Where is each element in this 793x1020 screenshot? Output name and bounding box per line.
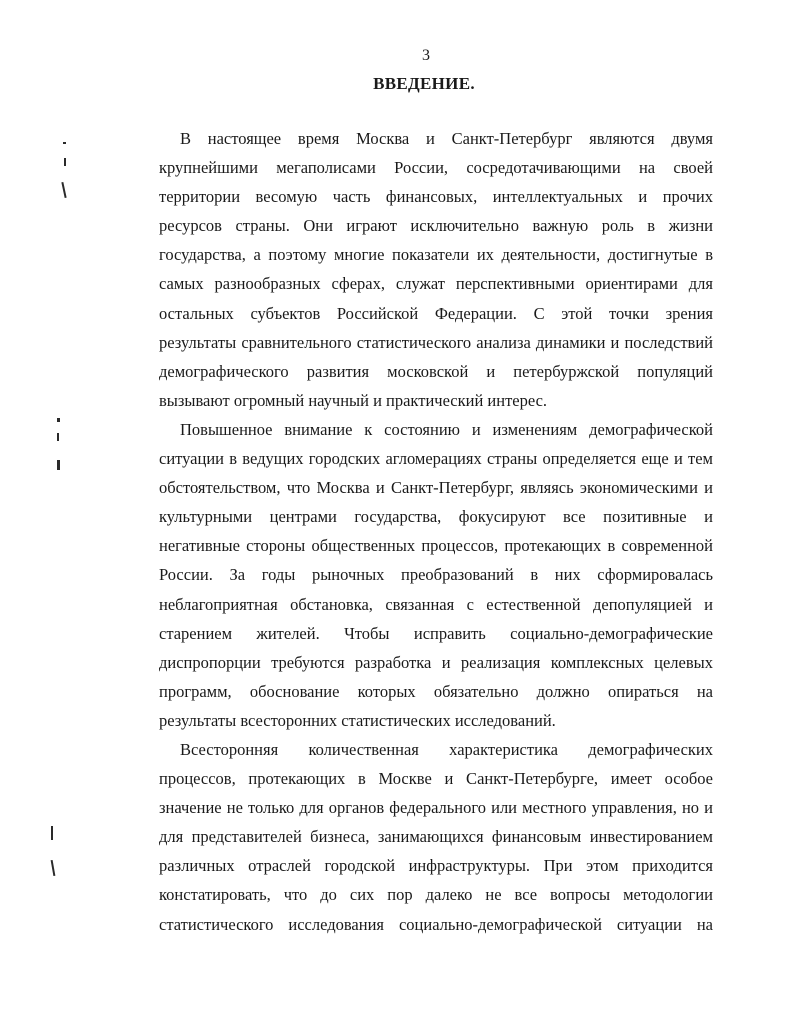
text-line: диспропорции требуются разработка и реализация комплексных целевых	[159, 652, 713, 672]
text-line: различных отраслей городской инфраструктуры. При этом приходится	[159, 856, 713, 876]
text-line: Повышенное внимание к состоянию и изменениям демографической	[180, 419, 713, 439]
text-line: программ, обоснование которых обязательно должно опираться на	[159, 681, 713, 701]
text-line: остальных субъектов Российской Федерации. С этой точки зрения	[159, 303, 713, 323]
text-line: обстоятельством, что Москва и Санкт-Петербург, являясь экономическими и	[159, 478, 713, 498]
text-line: результаты сравнительного статистического анализа динамики и последствий	[159, 332, 713, 352]
page-number: 3	[422, 47, 430, 64]
text-line: вызывают огромный научный и практический интерес.	[159, 390, 548, 410]
page-title: ВВЕДЕНИЕ.	[373, 74, 475, 93]
text-line: Всесторонняя количественная характеристика демографических	[180, 739, 713, 759]
text-line: негативные стороны общественных процессов, протекающих в современной	[159, 536, 713, 556]
text-line: самых разнообразных сферах, служат перспективными ориентирами для	[159, 274, 713, 294]
text-line: значение не только для органов федерального или местного управления, но и	[159, 798, 713, 818]
text-line: территории весомую часть финансовых, интеллектуальных и прочих	[159, 187, 713, 207]
text-line: государства, а поэтому многие показатели их деятельности, достигнутые в	[159, 245, 713, 265]
text-line: России. За годы рыночных преобразований в них сформировалась	[159, 565, 713, 585]
text-line: констатировать, что до сих пор далеко не все вопросы методологии	[159, 885, 713, 905]
text-line: неблагоприятная обстановка, связанная с естественной депопуляцией и	[159, 594, 713, 614]
text-line: старением жителей. Чтобы исправить социально-демографические	[159, 623, 713, 643]
text-line: культурными центрами государства, фокусируют все позитивные и	[159, 507, 713, 527]
text-line: статистического исследования социально-демографической ситуации на	[159, 914, 713, 934]
text-line: крупнейшими мегаполисами России, сосредотачивающими на своей	[159, 158, 713, 178]
text-line: ресурсов страны. Они играют исключительно важную роль в жизни	[159, 216, 713, 236]
paragraph-1	[138, 124, 713, 415]
text-line: демографического развития московской и петербуржской популяций	[159, 361, 713, 381]
paragraph-2	[138, 415, 713, 735]
text-line: ситуации в ведущих городских агломерациях страны определяется еще и тем	[159, 449, 713, 469]
text-line: процессов, протекающих в Москве и Санкт-Петербурге, имеет особое	[159, 769, 713, 789]
text-line: для представителей бизнеса, занимающихся финансовым инвестированием	[159, 827, 713, 847]
text-line: В настоящее время Москва и Санкт-Петербург являются двумя	[180, 129, 713, 148]
body-text	[138, 124, 713, 939]
text-line: результаты всесторонних статистических исследований.	[159, 710, 556, 730]
paragraph-3	[138, 735, 713, 939]
